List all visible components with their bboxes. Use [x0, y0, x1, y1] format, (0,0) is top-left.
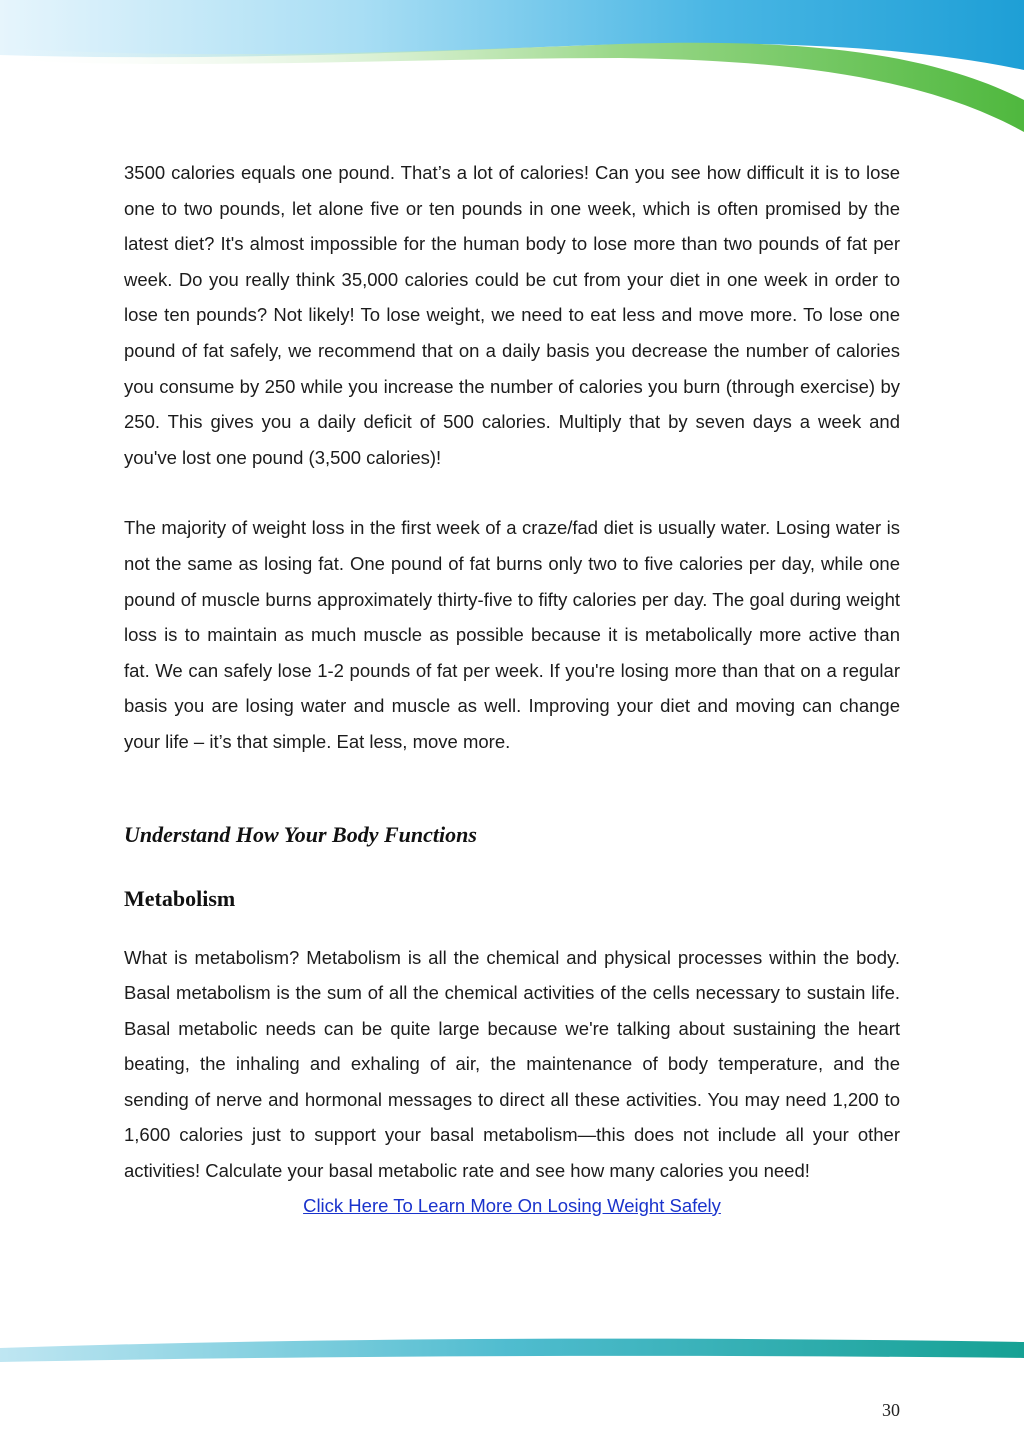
link-container — [124, 1191, 900, 1221]
learn-more-link[interactable]: Click Here To Learn More On Losing Weight Safely — [303, 1194, 721, 1216]
page-number: 30 — [882, 1400, 900, 1420]
page-content — [124, 155, 900, 1221]
paragraph-weight-loss: The majority of weight loss in the first week of a craze/fad diet is usually water. Losing water is not the same as losing fat. One pound of fat burns only two to five calories per day, while one pound of muscle burns approximately thirty-five to fifty calories per day. The goal during weight loss is to maintain as much muscle as possible because it is metabolically more active than fat. We can safely lose 1-2 pounds of fat per week. If you're losing more than that on a regular basis you are losing water and muscle as well. Improving your diet and moving can change your life – it’s that simple. Eat less, move more. — [124, 517, 900, 752]
bottom-wave-decoration — [0, 1328, 1024, 1368]
paragraph-calories: 3500 calories equals one pound. That’s a lot of calories! Can you see how difficult it is to lose one to two pounds, let alone five or ten pounds in one week, which is often promised by the latest diet? It's almost impossible for the human body to lose more than two pounds of fat per week. Do you really think 35,000 calories could be cut from your diet in one week in order to lose ten pounds? Not likely! To lose weight, we need to eat less and move more. To lose one pound of fat safely, we recommend that on a daily basis you decrease the number of calories you consume by 250 while you increase the number of calories you burn (through exercise) by 250. This gives you a daily deficit of 500 calories. Multiply that by seven days a week and you've lost one pound (3,500 calories)! — [124, 162, 900, 468]
subsection-heading: Metabolism — [124, 885, 236, 911]
paragraph-metabolism: What is metabolism? Metabolism is all the chemical and physical processes within the body. Basal metabolism is the sum of all the chemical activities of the cells necessary to sustain life. Basal metabolic needs can be quite large because we're talking about sustaining the heart beating, the inhaling and exhaling of air, the maintenance of body temperature, and the sending of nerve and hormonal messages to direct all these activities. You may need 1,200 to 1,600 calories just to support your basal metabolism—this does not include all your other activities! Calculate your basal metabolic rate and see how many calories you need! — [124, 946, 900, 1182]
top-wave-decoration — [0, 0, 1024, 140]
section-heading: Understand How Your Body Functions — [124, 821, 477, 847]
